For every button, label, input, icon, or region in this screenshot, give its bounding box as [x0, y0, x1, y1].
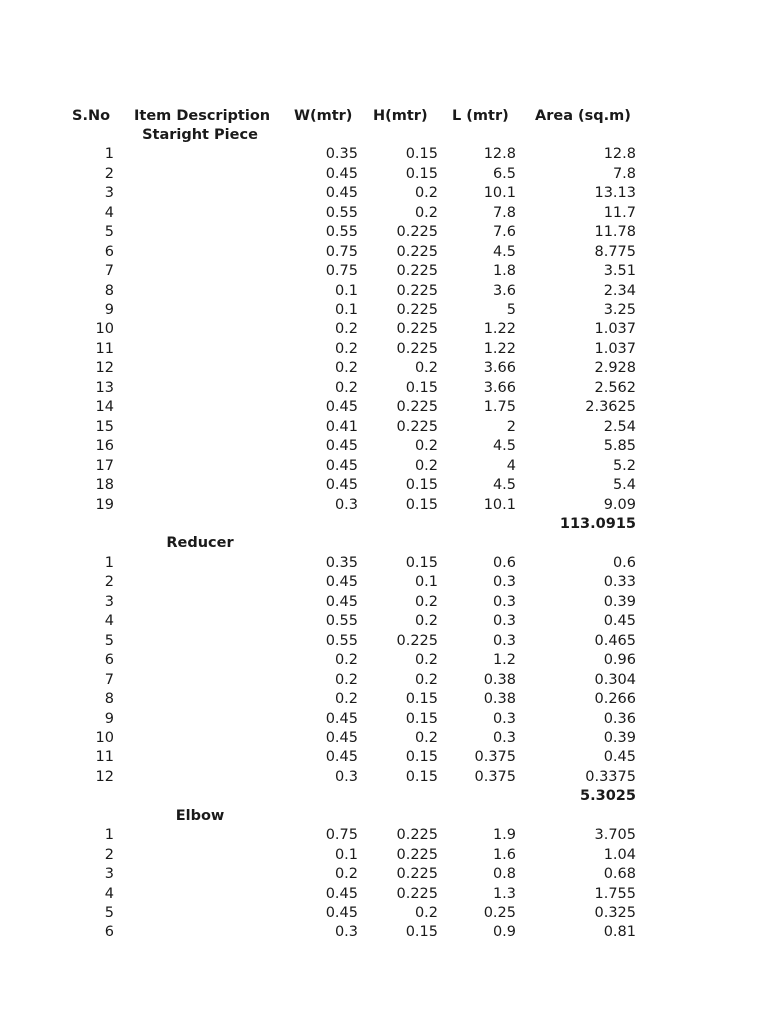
row-length: 1.3: [492, 886, 516, 902]
section-title: Reducer: [166, 535, 234, 551]
row-sno: 1: [104, 555, 114, 571]
row-height: 0.2: [414, 205, 438, 221]
row-height: 0.2: [414, 185, 438, 201]
row-sno: 5: [104, 905, 114, 921]
row-sno: 18: [95, 477, 114, 493]
row-height: 0.15: [405, 477, 438, 493]
table-row: [0, 690, 768, 709]
row-area: 2.562: [594, 380, 636, 396]
row-sno: 2: [104, 847, 114, 863]
row-area: 11.78: [594, 224, 636, 240]
row-width: 0.3: [334, 497, 358, 513]
row-length: 0.375: [474, 749, 516, 765]
row-width: 0.45: [325, 477, 358, 493]
row-length: 4.5: [492, 438, 516, 454]
row-sno: 12: [95, 360, 114, 376]
row-height: 0.15: [405, 146, 438, 162]
row-length: 0.38: [483, 672, 516, 688]
table-row: [0, 457, 768, 476]
row-length: 10.1: [483, 185, 516, 201]
row-area: 1.04: [603, 847, 636, 863]
row-sno: 12: [95, 769, 114, 785]
row-width: 0.41: [325, 419, 358, 435]
row-length: 0.9: [492, 924, 516, 940]
row-sno: 14: [95, 399, 114, 415]
row-height: 0.2: [414, 905, 438, 921]
row-height: 0.15: [405, 555, 438, 571]
table-row: [0, 282, 768, 301]
row-height: 0.1: [414, 574, 438, 590]
header-item-description: Item Description: [134, 108, 271, 124]
row-length: 4: [506, 458, 516, 474]
row-height: 0.225: [396, 633, 438, 649]
table-row: [0, 710, 768, 729]
row-height: 0.15: [405, 769, 438, 785]
row-sno: 9: [104, 302, 114, 318]
row-height: 0.15: [405, 749, 438, 765]
table-row: [0, 846, 768, 865]
row-sno: 4: [104, 205, 114, 221]
table-row: [0, 554, 768, 573]
section-total: 5.3025: [580, 788, 636, 804]
row-length: 0.3: [492, 633, 516, 649]
section-total-row: [0, 515, 768, 534]
row-length: 1.22: [483, 321, 516, 337]
row-width: 0.3: [334, 924, 358, 940]
row-width: 0.2: [334, 380, 358, 396]
row-sno: 9: [104, 711, 114, 727]
table-row: [0, 223, 768, 242]
row-height: 0.15: [405, 166, 438, 182]
row-sno: 7: [104, 672, 114, 688]
row-width: 0.2: [334, 341, 358, 357]
row-area: 1.037: [594, 321, 636, 337]
row-width: 0.1: [334, 302, 358, 318]
row-height: 0.2: [414, 438, 438, 454]
row-sno: 16: [95, 438, 114, 454]
row-area: 0.465: [594, 633, 636, 649]
row-sno: 8: [104, 283, 114, 299]
row-height: 0.2: [414, 458, 438, 474]
row-length: 1.8: [492, 263, 516, 279]
table-row: [0, 359, 768, 378]
table-row: [0, 671, 768, 690]
table-row: [0, 243, 768, 262]
row-area: 2.928: [594, 360, 636, 376]
table-row: [0, 476, 768, 495]
row-area: 7.8: [612, 166, 636, 182]
table-row: [0, 768, 768, 787]
section-title-row: [0, 126, 768, 145]
row-area: 0.81: [603, 924, 636, 940]
row-height: 0.15: [405, 380, 438, 396]
header-length: L (mtr): [452, 108, 509, 124]
row-area: 0.45: [603, 613, 636, 629]
row-sno: 8: [104, 691, 114, 707]
row-area: 0.39: [603, 730, 636, 746]
row-width: 0.75: [325, 244, 358, 260]
row-area: 3.705: [594, 827, 636, 843]
row-area: 0.39: [603, 594, 636, 610]
table-row: [0, 320, 768, 339]
row-sno: 6: [104, 244, 114, 260]
row-width: 0.45: [325, 886, 358, 902]
table-row: [0, 340, 768, 359]
table-row: [0, 632, 768, 651]
table-row: [0, 262, 768, 281]
row-sno: 2: [104, 166, 114, 182]
row-width: 0.3: [334, 769, 358, 785]
row-height: 0.2: [414, 360, 438, 376]
table-row: [0, 826, 768, 845]
row-length: 0.6: [492, 555, 516, 571]
table-row: [0, 437, 768, 456]
row-width: 0.45: [325, 458, 358, 474]
row-height: 0.225: [396, 341, 438, 357]
row-sno: 13: [95, 380, 114, 396]
table-row: [0, 573, 768, 592]
row-width: 0.2: [334, 691, 358, 707]
table-row: [0, 923, 768, 942]
row-length: 7.6: [492, 224, 516, 240]
row-area: 12.8: [603, 146, 636, 162]
table-row: [0, 145, 768, 164]
row-width: 0.1: [334, 283, 358, 299]
row-width: 0.55: [325, 205, 358, 221]
row-height: 0.225: [396, 866, 438, 882]
row-length: 0.3: [492, 711, 516, 727]
row-sno: 1: [104, 827, 114, 843]
row-height: 0.225: [396, 419, 438, 435]
row-length: 0.8: [492, 866, 516, 882]
row-area: 3.25: [603, 302, 636, 318]
row-area: 0.96: [603, 652, 636, 668]
row-width: 0.45: [325, 185, 358, 201]
row-width: 0.2: [334, 866, 358, 882]
table-row: [0, 165, 768, 184]
table-row: [0, 184, 768, 203]
row-length: 1.9: [492, 827, 516, 843]
row-area: 5.4: [612, 477, 636, 493]
row-height: 0.225: [396, 886, 438, 902]
row-length: 0.25: [483, 905, 516, 921]
row-width: 0.75: [325, 263, 358, 279]
row-height: 0.2: [414, 613, 438, 629]
table-row: [0, 379, 768, 398]
row-length: 12.8: [483, 146, 516, 162]
table-row: [0, 904, 768, 923]
row-sno: 3: [104, 185, 114, 201]
section-title-row: [0, 534, 768, 553]
row-sno: 2: [104, 574, 114, 590]
row-width: 0.2: [334, 321, 358, 337]
row-length: 7.8: [492, 205, 516, 221]
table-row: [0, 885, 768, 904]
row-height: 0.15: [405, 691, 438, 707]
row-height: 0.15: [405, 497, 438, 513]
row-area: 0.325: [594, 905, 636, 921]
row-width: 0.45: [325, 749, 358, 765]
row-sno: 4: [104, 886, 114, 902]
row-width: 0.45: [325, 399, 358, 415]
row-sno: 15: [95, 419, 114, 435]
row-area: 5.2: [612, 458, 636, 474]
row-area: 2.54: [603, 419, 636, 435]
row-height: 0.2: [414, 730, 438, 746]
row-length: 0.3: [492, 730, 516, 746]
row-length: 2: [506, 419, 516, 435]
row-length: 0.375: [474, 769, 516, 785]
row-length: 10.1: [483, 497, 516, 513]
row-area: 0.304: [594, 672, 636, 688]
row-length: 0.3: [492, 613, 516, 629]
section-title: Staright Piece: [142, 127, 258, 143]
row-area: 5.85: [603, 438, 636, 454]
row-length: 1.2: [492, 652, 516, 668]
row-width: 0.1: [334, 847, 358, 863]
row-length: 3.6: [492, 283, 516, 299]
row-length: 1.22: [483, 341, 516, 357]
row-height: 0.225: [396, 302, 438, 318]
row-height: 0.225: [396, 321, 438, 337]
section-title-row: [0, 807, 768, 826]
row-sno: 6: [104, 924, 114, 940]
row-width: 0.45: [325, 166, 358, 182]
row-area: 1.037: [594, 341, 636, 357]
row-area: 9.09: [603, 497, 636, 513]
row-length: 3.66: [483, 360, 516, 376]
row-area: 0.6: [612, 555, 636, 571]
row-area: 0.68: [603, 866, 636, 882]
row-width: 0.55: [325, 633, 358, 649]
row-height: 0.225: [396, 244, 438, 260]
header-sno: S.No: [72, 108, 111, 124]
header-width: W(mtr): [294, 108, 353, 124]
row-width: 0.45: [325, 438, 358, 454]
row-sno: 11: [95, 749, 114, 765]
table-row: [0, 748, 768, 767]
row-sno: 3: [104, 594, 114, 610]
row-width: 0.55: [325, 224, 358, 240]
row-area: 8.775: [594, 244, 636, 260]
table-row: [0, 865, 768, 884]
row-area: 11.7: [603, 205, 636, 221]
row-sno: 1: [104, 146, 114, 162]
row-area: 0.266: [594, 691, 636, 707]
header-row: [0, 107, 768, 126]
row-width: 0.75: [325, 827, 358, 843]
row-length: 1.6: [492, 847, 516, 863]
table-row: [0, 496, 768, 515]
table-row: [0, 651, 768, 670]
table-row: [0, 612, 768, 631]
row-length: 6.5: [492, 166, 516, 182]
row-length: 0.3: [492, 574, 516, 590]
row-length: 4.5: [492, 477, 516, 493]
row-height: 0.225: [396, 224, 438, 240]
row-width: 0.35: [325, 146, 358, 162]
row-sno: 5: [104, 224, 114, 240]
table-row: [0, 204, 768, 223]
row-length: 4.5: [492, 244, 516, 260]
row-length: 5: [506, 302, 516, 318]
table-row: [0, 418, 768, 437]
header-height: H(mtr): [373, 108, 428, 124]
header-area: Area (sq.m): [535, 108, 631, 124]
row-width: 0.45: [325, 730, 358, 746]
row-sno: 6: [104, 652, 114, 668]
table-row: [0, 301, 768, 320]
row-height: 0.15: [405, 924, 438, 940]
row-area: 0.33: [603, 574, 636, 590]
row-height: 0.2: [414, 672, 438, 688]
table-row: [0, 593, 768, 612]
row-sno: 11: [95, 341, 114, 357]
row-area: 2.34: [603, 283, 636, 299]
row-area: 2.3625: [585, 399, 636, 415]
row-height: 0.225: [396, 283, 438, 299]
row-width: 0.2: [334, 652, 358, 668]
row-height: 0.2: [414, 594, 438, 610]
row-area: 0.36: [603, 711, 636, 727]
row-width: 0.45: [325, 711, 358, 727]
row-sno: 17: [95, 458, 114, 474]
row-area: 1.755: [594, 886, 636, 902]
row-sno: 10: [95, 321, 114, 337]
row-sno: 3: [104, 866, 114, 882]
table-row: [0, 729, 768, 748]
row-height: 0.225: [396, 847, 438, 863]
row-length: 0.38: [483, 691, 516, 707]
row-area: 0.3375: [585, 769, 636, 785]
row-sno: 5: [104, 633, 114, 649]
row-area: 13.13: [594, 185, 636, 201]
row-width: 0.2: [334, 360, 358, 376]
row-sno: 10: [95, 730, 114, 746]
row-height: 0.225: [396, 827, 438, 843]
row-sno: 7: [104, 263, 114, 279]
row-height: 0.225: [396, 263, 438, 279]
row-area: 0.45: [603, 749, 636, 765]
row-width: 0.45: [325, 574, 358, 590]
row-length: 1.75: [483, 399, 516, 415]
row-height: 0.225: [396, 399, 438, 415]
row-width: 0.45: [325, 905, 358, 921]
row-width: 0.45: [325, 594, 358, 610]
row-width: 0.55: [325, 613, 358, 629]
row-width: 0.35: [325, 555, 358, 571]
row-length: 3.66: [483, 380, 516, 396]
row-length: 0.3: [492, 594, 516, 610]
row-sno: 4: [104, 613, 114, 629]
section-title: Elbow: [175, 808, 225, 824]
row-area: 3.51: [603, 263, 636, 279]
row-height: 0.15: [405, 711, 438, 727]
section-total-row: [0, 787, 768, 806]
row-sno: 19: [95, 497, 114, 513]
row-width: 0.2: [334, 672, 358, 688]
row-height: 0.2: [414, 652, 438, 668]
section-total: 113.0915: [559, 516, 636, 532]
table-row: [0, 398, 768, 417]
